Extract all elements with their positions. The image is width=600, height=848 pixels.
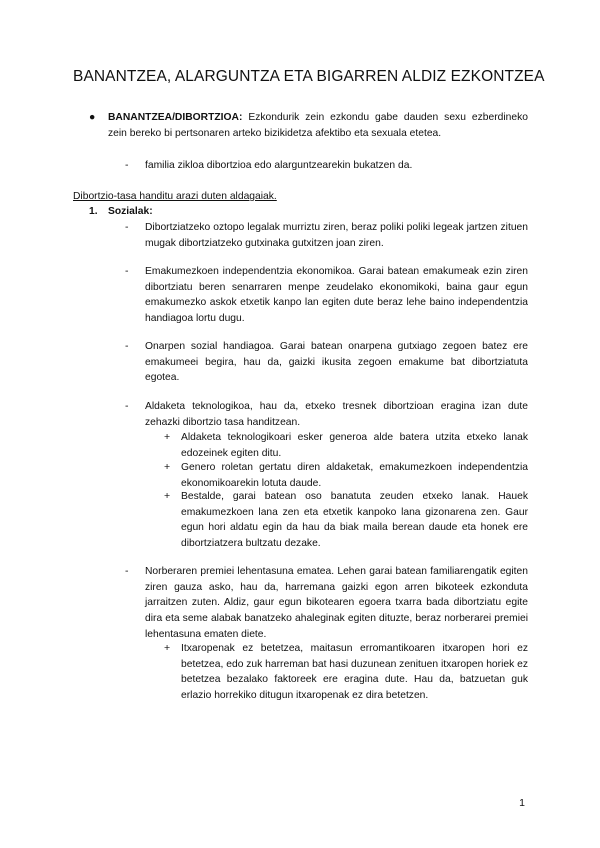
list-item: Norberaren premiei lehentasuna ematea. Lehen garai batean familiarengatik egiten ziren gauza asko, hau da, harremana gaizki egon arren bikoteek ezkonduta jarraitzen zuten. Aldiz, gaur egun bikotearen egoera txarra bada dibortziatu egite dira eta seme alabak banatzeko ahaleginak egiten dituzte, beraz norberarei premiei lehentasuna ematen diete. [145, 566, 528, 640]
list-item: Onarpen sozial handiagoa. Garai batean onarpena gutxiago zegoen batez ere emakumeei begira, hau da, gaizki ikusita zegoen emakume bat dibortziatuta egotea. [145, 341, 528, 384]
definition-paragraph [108, 110, 528, 141]
dash-marker: - [125, 265, 129, 277]
sub-list-item: Aldaketa teknologikoari esker generoa alde batera utzita etxeko lanak edozeinek egiten ditu. [181, 432, 528, 459]
document-title: BANANTZEA, ALARGUNTZA ETA BIGARREN ALDIZ EZKONTZEA [73, 68, 545, 85]
dash-marker: - [125, 159, 129, 171]
definition-subitem: familia zikloa dibortzioa edo alarguntzearekin bukatzen da. [145, 160, 413, 171]
dash-marker: - [125, 565, 129, 577]
definition-term: BANANTZEA/DIBORTZIOA: [108, 112, 243, 123]
sub-list-item: Genero roletan gertatu diren aldaketak, emakumezkoen independentzia ekonomikoarekin lotuta daude. [181, 462, 528, 489]
dash-marker: - [125, 400, 129, 412]
section-heading: Dibortzio-tasa handitu arazi duten aldagaiak. [73, 191, 277, 202]
list-item: Dibortziatzeko oztopo legalak murriztu ziren, beraz poliki poliki legeak jartzen zituen mugak dibortziatzeko gutxinaka gutxitzen joan ziren. [145, 222, 528, 249]
sub-list-item: Bestalde, garai batean oso banatuta zeuden etxeko lanak. Hauek emakumezkoen lana zen eta etxetik kanpoko lana gizonarena zen. Gaur egun hori aldatu egin da hau da biak maila berean daude eta honek ere dibortziatzera bultzatu dezake. [181, 491, 528, 550]
bullet-dot: ● [89, 111, 96, 123]
plus-marker: + [164, 461, 171, 473]
list-item: Emakumezkoen independentzia ekonomikoa. Garai batean emakumeak ezin ziren dibortziatu beren senarraren menpe zeudelako ekonomikoki, baina gaur egun emakumezko askok etxetik kanpo lan egiten dute beraz lehe baino independentzia handiagoa lortu dugu. [145, 266, 528, 325]
page-number: 1 [519, 797, 525, 809]
dash-marker: - [125, 221, 129, 233]
plus-marker: + [164, 431, 171, 443]
sub-list-item: Itxaropenak ez betetzea, maitasun erromantikoaren itxaropen hori ez betetzea, edo zuk harreman bat hasi duzunean zenituen itxaropen horiek ez betetzea bezalako faktoreek ere eragina dute. Hau da, batzuetan guk erlazio horrekiko ditugun itxaropenak ez dira betetzen. [181, 643, 528, 702]
dash-marker: - [125, 340, 129, 352]
numbered-heading: Sozialak: [108, 206, 153, 217]
list-item: Aldaketa teknologikoa, hau da, etxeko tresnek dibortzioan eragina izan dute zehazki dibortzio tasa handitzean. [145, 401, 528, 428]
definition-text: Ezkondurik zein ezkondu gabe dauden sexu ezberdineko zein bereko bi pertsonaren arteko bizikidetza afektibo eta sexuala etetea. [108, 112, 528, 139]
plus-marker: + [164, 490, 171, 502]
plus-marker: + [164, 642, 171, 654]
list-number: 1. [89, 206, 98, 217]
